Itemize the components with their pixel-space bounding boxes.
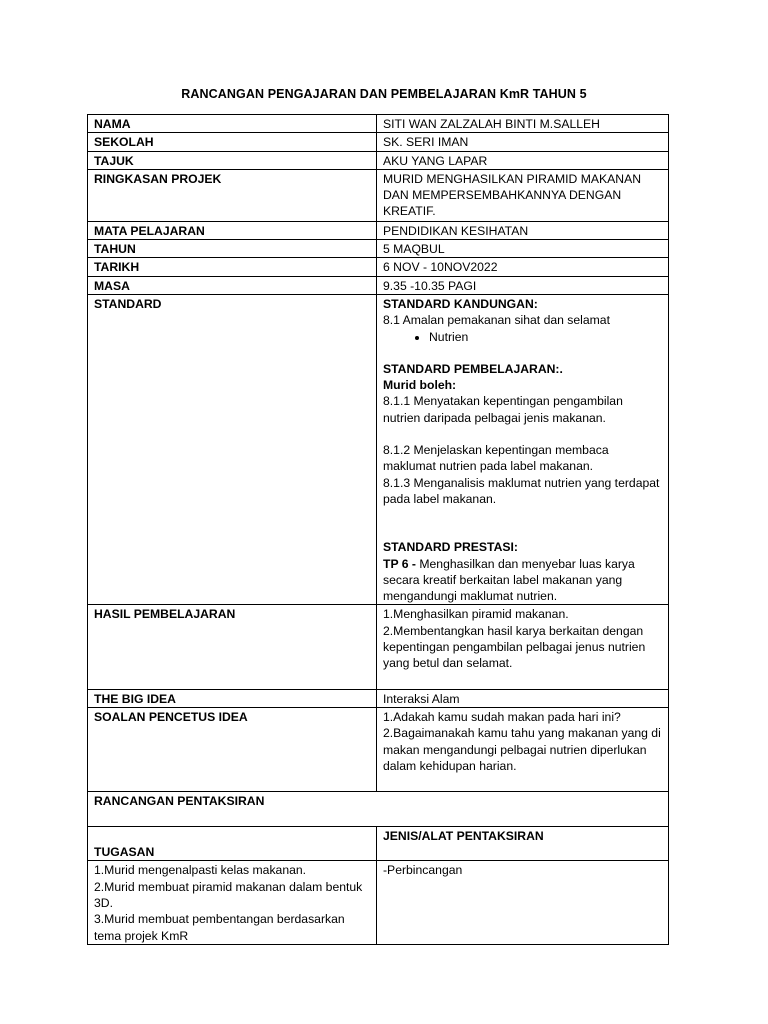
table-row — [88, 827, 669, 861]
label-sekolah: SEKOLAH — [88, 133, 377, 151]
sp-8-1-3: 8.1.3 Menganalisis maklumat nutrien yang terdapat pada label makanan. — [383, 475, 660, 506]
table-row — [88, 258, 669, 276]
value-tajuk: AKU YANG LAPAR — [377, 151, 669, 169]
murid-boleh: Murid boleh: — [383, 378, 457, 393]
label-masa: MASA — [88, 276, 377, 294]
list-item: • Nutrien — [429, 329, 662, 345]
label-soalan: SOALAN PENCETUS IDEA — [88, 707, 377, 791]
table-row — [88, 792, 669, 827]
value-standard — [377, 294, 669, 604]
hasil-item-1: 1.Menghasilkan piramid makanan. — [383, 607, 569, 622]
value-tarikh: 6 NOV - 10NOV2022 — [377, 258, 669, 276]
value-masa: 9.35 -10.35 PAGI — [377, 276, 669, 294]
label-nama: NAMA — [88, 115, 377, 133]
table-row — [88, 151, 669, 169]
tugasan-item-3: 3.Murid membuat pembentangan berdasarkan tema projek KmR — [94, 912, 345, 943]
table-row — [88, 707, 669, 791]
label-hasil: HASIL PEMBELAJARAN — [88, 605, 377, 689]
label-ringkasan: RINGKASAN PROJEK — [88, 169, 377, 221]
label-tajuk: TAJUK — [88, 151, 377, 169]
tp6-text: Menghasilkan dan menyebar luas karya secara kreatif berkaitan label makanan yang mengandungi maklumat nutrien. — [383, 556, 635, 604]
document-title: RANCANGAN PENGAJARAN DAN PEMBELAJARAN KmR TAHUN 5 — [181, 87, 587, 101]
label-jenis-pentaksiran: JENIS/ALAT PENTAKSIRAN — [377, 827, 669, 861]
table-row — [88, 240, 669, 258]
jenis-item-1: -Perbincangan — [383, 863, 463, 878]
label-tugasan: TUGASAN — [88, 827, 377, 861]
tp6-label: TP 6 - — [383, 556, 416, 571]
value-jenis-pentaksiran — [377, 861, 669, 944]
value-mata-pelajaran: PENDIDIKAN KESIHATAN — [377, 221, 669, 239]
sp-8-1-2: 8.1.2 Menjelaskan kepentingan membaca maklumat nutrien pada label makanan. — [383, 443, 609, 474]
table-row — [88, 169, 669, 221]
standard-prestasi-heading: STANDARD PRESTASI: — [383, 540, 518, 555]
table-row — [88, 294, 669, 604]
value-big-idea: Interaksi Alam — [377, 689, 669, 707]
standard-prestasi-tp6 — [383, 556, 662, 605]
soalan-item-2: 2.Bagaimanakah kamu tahu yang makanan yang di makan mengandungi pelbagai nutrien diperlukan dalam kehidupan harian. — [383, 726, 661, 773]
label-big-idea: THE BIG IDEA — [88, 689, 377, 707]
standard-pembelajaran-heading: STANDARD PEMBELAJARAN:. — [383, 361, 563, 376]
standard-kandungan-item: 8.1 Amalan pemakanan sihat dan selamat — [383, 313, 610, 328]
table-row — [88, 276, 669, 294]
table-row — [88, 689, 669, 707]
value-nama: SITI WAN ZALZALAH BINTI M.SALLEH — [377, 115, 669, 133]
value-tahun: 5 MAQBUL — [377, 240, 669, 258]
table-row — [88, 115, 669, 133]
lesson-plan-table — [87, 114, 669, 945]
pentaksiran-heading: RANCANGAN PENTAKSIRAN — [88, 792, 669, 827]
table-row — [88, 605, 669, 689]
tugasan-item-2: 2.Murid membuat piramid makanan dalam bentuk 3D. — [94, 879, 363, 910]
table-row — [88, 221, 669, 239]
label-tarikh: TARIKH — [88, 258, 377, 276]
table-row — [88, 861, 669, 944]
value-ringkasan: MURID MENGHASILKAN PIRAMID MAKANAN DAN MEMPERSEMBAHKANNYA DENGAN KREATIF. — [377, 169, 669, 221]
standard-kandungan-list — [383, 329, 662, 345]
table-row — [88, 133, 669, 151]
soalan-item-1: 1.Adakah kamu sudah makan pada hari ini? — [383, 709, 621, 724]
tugasan-item-1: 1.Murid mengenalpasti kelas makanan. — [94, 863, 307, 878]
label-tahun: TAHUN — [88, 240, 377, 258]
value-tugasan — [88, 861, 377, 944]
hasil-item-2: 2.Membentangkan hasil karya berkaitan dengan kepentingan pengambilan pelbagai jenus nutrien yang betul dan selamat. — [383, 623, 646, 671]
label-standard: STANDARD — [88, 294, 377, 604]
standard-kandungan-heading: STANDARD KANDUNGAN: — [383, 296, 538, 311]
value-sekolah: SK. SERI IMAN — [377, 133, 669, 151]
value-hasil — [377, 605, 669, 689]
sp-8-1-1: 8.1.1 Menyatakan kepentingan pengambilan nutrien daripada pelbagai jenis makanan. — [383, 394, 623, 425]
value-soalan — [377, 707, 669, 791]
label-mata-pelajaran: MATA PELAJARAN — [88, 221, 377, 239]
